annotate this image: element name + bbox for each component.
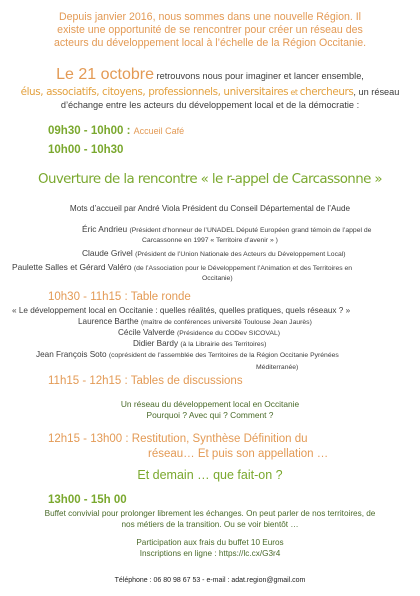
roles-line2: d’échange entre les acteurs du développement local et de la démocratie : <box>60 100 360 110</box>
panelist <box>36 350 416 373</box>
panelist-name: Cécile Valverde <box>118 328 178 337</box>
role-et: et <box>288 88 300 97</box>
role-chercheurs: chercheurs <box>299 86 354 98</box>
panelist <box>133 339 403 351</box>
panelist-name: Jean François Soto <box>36 350 109 359</box>
slot-discussions <box>48 375 243 387</box>
slot-table-ronde <box>48 291 191 303</box>
discussion-line: Un réseau du développement local en Occitanie <box>120 399 300 409</box>
panelist <box>78 317 408 329</box>
speaker-desc: (de l’Association pour le Développement l’Animation et des Territoires en <box>133 265 353 272</box>
signup-line[interactable]: Inscriptions en ligne : https://lc.cx/G3r4 <box>139 549 281 558</box>
panelist-name: Didier Bardy <box>133 339 181 348</box>
date-line <box>16 66 404 83</box>
roles-tail: , un réseau <box>353 87 400 97</box>
panelist-desc: (coprésident de l’assemblée des Territoires de la Région Occitanie Pyrénées <box>108 352 339 359</box>
intro-paragraph <box>20 11 400 50</box>
discussion-line: Pourquoi ? Avec qui ? Comment ? <box>146 410 274 420</box>
speaker <box>12 262 412 282</box>
participants-line <box>16 86 404 111</box>
buffet-line: Buffet convivial pour prolonger librement les échanges. On peut parler de nos territoires, de <box>44 509 376 518</box>
role-universitaires: universitaires <box>223 86 289 98</box>
intro-line: existe une opportunité de se rencontrer pour créer un réseau des <box>57 24 363 36</box>
slot-label: Table ronde <box>130 291 191 303</box>
speaker-desc: Occitanie) <box>202 275 233 282</box>
demain-heading: Et demain … que fait-on ? <box>137 468 283 482</box>
panelist-desc: (à la Librairie des Territoires) <box>180 341 267 348</box>
speaker <box>82 248 402 258</box>
slot-ouverture-time: 10h00 - 10h30 <box>48 144 124 156</box>
speaker-desc: Carcassonne en 1997 « Territoire d’avenir » ) <box>142 237 278 244</box>
panelist-name: Laurence Barthe <box>78 317 141 326</box>
section-title: Ouverture de la rencontre « le r-appel de Carcassonne » <box>38 172 382 187</box>
speaker-name: Éric Andrieu <box>82 224 130 234</box>
panelist-desc: (maître de conférences université Toulouse Jean Jaurès) <box>140 319 312 326</box>
discussion-questions <box>10 399 410 421</box>
intro-line: Depuis janvier 2016, nous sommes dans une nouvelle Région. Il <box>58 11 362 23</box>
participation-info <box>10 537 410 559</box>
slot-time: 11h15 - 12h15 : <box>48 375 131 387</box>
buffet-description <box>8 508 412 530</box>
speaker-desc: (Président de l’Union Nationale des Acteurs du Développement Local) <box>135 251 346 258</box>
price-line: Participation aux frais du buffet 10 Euros <box>136 538 284 547</box>
slot-label-cont: réseau… Et puis son appellation … <box>148 448 329 460</box>
panelist-desc: Méditerranée) <box>256 363 299 371</box>
slot-time: 10h30 - 11h15 : <box>48 291 131 303</box>
slot-label: Tables de discussions <box>130 375 243 387</box>
speaker-name: Claude Grivel <box>82 248 136 258</box>
speaker <box>82 224 402 244</box>
slot-restitution <box>48 432 328 462</box>
event-date: Le 21 octobre <box>56 66 154 83</box>
date-rest: retrouvons nous pour imaginer et lancer ensemble, <box>153 71 364 81</box>
role-elus: élus, <box>20 86 47 98</box>
speaker-name: Paulette Salles et Gérard Valéro <box>12 262 134 272</box>
slot-label: Restitution, Synthèse Définition du <box>131 433 308 445</box>
contact-footer: Téléphone : 06 80 98 67 53 - e-mail : adat.region@gmail.com <box>114 577 306 584</box>
slot-time: 12h15 - 13h00 : <box>48 433 132 445</box>
welcome-words: Mots d’accueil par André Viola Président du Conseil Départemental de l’Aude <box>69 204 351 213</box>
role-associatifs: associatifs, <box>46 86 103 98</box>
table-ronde-question: « Le développement local en Occitanie : quelles réalités, quelles pratiques, quels réseaux ? » <box>12 306 351 315</box>
role-citoyens: citoyens, <box>102 86 149 98</box>
slot-time: 09h30 - 10h00 : <box>48 125 134 137</box>
speaker-desc: (Président d’honneur de l’UNADEL Député Européen grand témoin de l’appel de <box>129 227 372 234</box>
slot-buffet-time: 13h00 - 15h 00 <box>48 494 127 506</box>
slot-label: Accueil Café <box>133 126 185 136</box>
slot-accueil <box>48 125 184 137</box>
panelist <box>118 328 408 340</box>
buffet-line: nos métiers de la transition. Ou se voir bientôt … <box>121 520 299 529</box>
panelist-desc: (Présidence du CODev SICOVAL) <box>177 330 281 337</box>
intro-line: acteurs du développement local à l’échelle de la Région Occitanie. <box>53 37 367 49</box>
role-professionnels: professionnels, <box>148 86 224 98</box>
